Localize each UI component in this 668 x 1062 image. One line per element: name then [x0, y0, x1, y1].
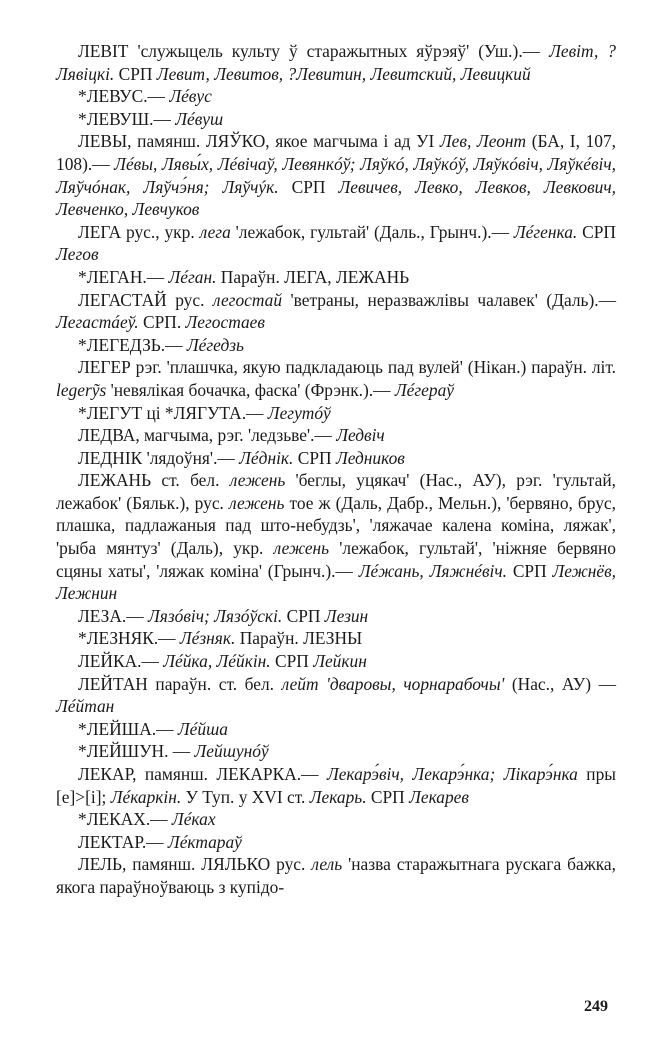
text-run: ЛЕГЕР рэг. 'плашчка, якую падкладаюць пад вулей' (Нікан.) параўн. літ. — [78, 357, 616, 378]
text-run: ЛЕЖАНЬ ст. бел. — [78, 470, 230, 491]
italic-run: лежень — [273, 538, 330, 559]
italic-run: Лéвы, Лявы́х, Лéвічаў, Левянкóў; Ляўкó, Ляўкóў, Ляўкóвіч, Ляўкéвіч, Ляўчóнак, Ляўчэ́ня; Ляўчýк. — [56, 153, 616, 197]
italic-run: Лев, Леонт — [439, 131, 527, 152]
italic-run: Лежнёв, Лежнин — [56, 560, 616, 604]
italic-run: Лéйша — [177, 718, 228, 739]
text-run: тое ж (Даль, Дабр., Мельн.), 'бервяно, брус, плашка, падлажаныя пад што-небудзь', 'ляжачае калена коміна, ляжак', 'рыба мянтуз' (Даль), укр. — [56, 492, 616, 559]
text-run: Параўн. ЛЕГА, ЛЕЖАНЬ — [216, 266, 410, 287]
italic-run: лель — [311, 854, 343, 875]
italic-run: Лéйка, Лéйкін. — [163, 651, 271, 672]
italic-run: Лéднік. — [239, 447, 294, 468]
italic-run: Лекарев — [409, 786, 469, 807]
text-run: ЛЕЙКА.— — [78, 651, 164, 672]
text-run: 'беглы, уцякач' (Нас., АУ), рэг. 'гультай, лежабок' (Бяльк.), рус. — [56, 470, 616, 513]
text-run: СРП — [366, 786, 410, 807]
italic-run: Лéйтан — [56, 696, 115, 717]
italic-run: Лéках — [171, 809, 216, 830]
italic-run: Лéгенка. — [513, 221, 578, 242]
text-run: ЛЕВІТ 'служыцель культу ў старажытных яўрэяў' (Уш.).— — [78, 41, 550, 61]
entry-legedz — [56, 334, 616, 357]
italic-run: Левіт, ?Лявіцкі. — [56, 41, 617, 84]
italic-run: Лéкаркін. — [110, 786, 182, 807]
text-run: СРП — [114, 63, 157, 84]
text-run: ЛЕЗА.— — [78, 605, 148, 626]
text-run: ЛЕКАР, памянш. ЛЕКАРКА.— — [78, 764, 327, 784]
italic-run: Лéвуш — [175, 108, 224, 129]
italic-run: Лéгедзь — [186, 334, 244, 355]
entry-ledva — [56, 424, 616, 447]
entry-leznyak — [56, 627, 616, 650]
text-run: ЛЕЛЬ, памянш. ЛЯЛЬКО рус. — [78, 854, 312, 875]
italic-run: Лязóвіч; Лязóўскі. — [148, 605, 283, 626]
italic-run: лежень — [228, 492, 285, 513]
text-run: ЛЕДНІК 'лядоўня'.— — [78, 447, 240, 468]
text-run: 'лежабок, гультай' (Даль., Грынч.).— — [230, 221, 514, 242]
entry-lega — [56, 221, 616, 266]
italic-run: легостай — [212, 289, 283, 310]
text-run: У Туп. у XVI ст. — [181, 786, 310, 807]
text-run: (БА, І, 107, 108).— — [56, 131, 617, 174]
entry-leitan — [56, 673, 616, 718]
text-run: СРП — [270, 651, 314, 672]
italic-run: Ледников — [335, 447, 405, 468]
entry-lektar — [56, 831, 616, 854]
text-run: *ЛЕЙШУН. — — [78, 741, 195, 762]
entry-leger — [56, 356, 616, 401]
entry-legastai — [56, 289, 616, 334]
italic-run: Лéгераў — [394, 379, 455, 400]
entry-lezhan — [56, 469, 616, 605]
page-number: 249 — [584, 998, 608, 1015]
text-run: ЛЕВЫ, памянш. ЛЯЎКО, якое магчыма і ад УІ — [78, 131, 440, 152]
text-run: *ЛЕГЕДЗЬ.— — [78, 334, 187, 355]
text-run: СРП — [282, 605, 325, 626]
text-run: ЛЕГАСТАЙ рус. — [78, 289, 213, 310]
entry-leishun — [56, 740, 616, 763]
text-run: *ЛЕВУШ.— — [78, 108, 176, 129]
text-run: ЛЕДВА, магчыма, рэг. 'ледзьве'.— — [78, 425, 337, 446]
text-run: СРП — [506, 560, 553, 581]
text-run: (Нас., АУ) — — [504, 673, 616, 694]
entry-lel — [56, 853, 616, 898]
text-run: СРП. — [138, 312, 186, 333]
entry-lekar — [56, 763, 616, 808]
italic-run: Лейшунóў — [194, 741, 269, 762]
text-run: пры [е]>[і]; — [56, 764, 616, 807]
italic-run: Левичев, Левко, Левков, Левкович, Левченко, Левчуков — [56, 176, 617, 220]
entry-levit — [56, 40, 616, 85]
entry-lednik — [56, 447, 616, 470]
italic-run: Лекарь. — [309, 786, 367, 807]
italic-run: Лекарэ́віч, Лекарэ́нка; Лікарэ́нка — [326, 764, 578, 784]
entry-levy — [56, 130, 616, 220]
entry-legut — [56, 402, 616, 425]
italic-run: лега — [199, 221, 231, 242]
italic-run: Лейкин — [313, 651, 367, 672]
entry-leika — [56, 650, 616, 673]
text-run: СРП — [293, 447, 336, 468]
text-run: 'назва старажытнага рускага бажка, якога параўноўваюць з купідо- — [56, 854, 616, 897]
text-run: *ЛЕГУТ ці *ЛЯГУТА.— — [78, 402, 268, 423]
italic-run: Левит, Левитов, ?Левитин, Левитский, Левицкий — [156, 63, 531, 84]
text-run: *ЛЕКАХ.— — [78, 809, 172, 830]
italic-run: Легов — [56, 244, 99, 265]
entry-legan — [56, 266, 616, 289]
italic-run: Легостаев — [185, 312, 265, 333]
italic-run: legerỹs — [56, 379, 107, 400]
text-run: ЛЕГА рус., укр. — [78, 221, 200, 242]
italic-run: Лезин — [324, 605, 369, 626]
italic-run: Лéган. — [168, 266, 217, 287]
text-run: СРП — [577, 221, 616, 242]
text-run: ЛЕКТАР.— — [78, 831, 168, 852]
text-run: Параўн. ЛЕЗНЫ — [235, 628, 363, 649]
text-run: ЛЕЙТАН параўн. ст. бел. — [78, 673, 282, 694]
text-run: 'невялікая бочачка, фаска' (Фрэнк.).— — [106, 379, 395, 400]
text-run: *ЛЕВУС.— — [78, 86, 170, 107]
italic-run: Легастáеў. — [56, 312, 139, 333]
text-run: 'лежабок, гультай', 'ніжняе бервяно сцяны хаты', 'ляжак коміна' (Грынч.).— — [56, 538, 617, 581]
entry-leisha — [56, 718, 616, 741]
italic-run: Легутóў — [267, 402, 331, 423]
dictionary-page — [56, 40, 616, 899]
italic-run: Лéвус — [169, 86, 212, 107]
entry-levus — [56, 85, 616, 108]
italic-run: Лéзняк. — [179, 628, 236, 649]
entry-lekakh — [56, 808, 616, 831]
text-run: *ЛЕЙША.— — [78, 718, 178, 739]
entry-leza — [56, 605, 616, 628]
italic-run: Лéжань, Ляжнéвіч. — [358, 560, 507, 581]
entry-levush — [56, 108, 616, 131]
text-run: 'ветраны, неразважлівы чалавек' (Даль).— — [282, 289, 616, 310]
text-run: *ЛЕГАН.— — [78, 266, 169, 287]
italic-run: Ледвіч — [336, 425, 385, 446]
text-run: СРП — [278, 176, 339, 197]
text-run: *ЛЕЗНЯК.— — [78, 628, 180, 649]
italic-run: Лéктараў — [167, 831, 242, 852]
italic-run: лейт 'дваровы, чорнарабочы' — [281, 673, 505, 694]
italic-run: лежень — [229, 470, 286, 491]
